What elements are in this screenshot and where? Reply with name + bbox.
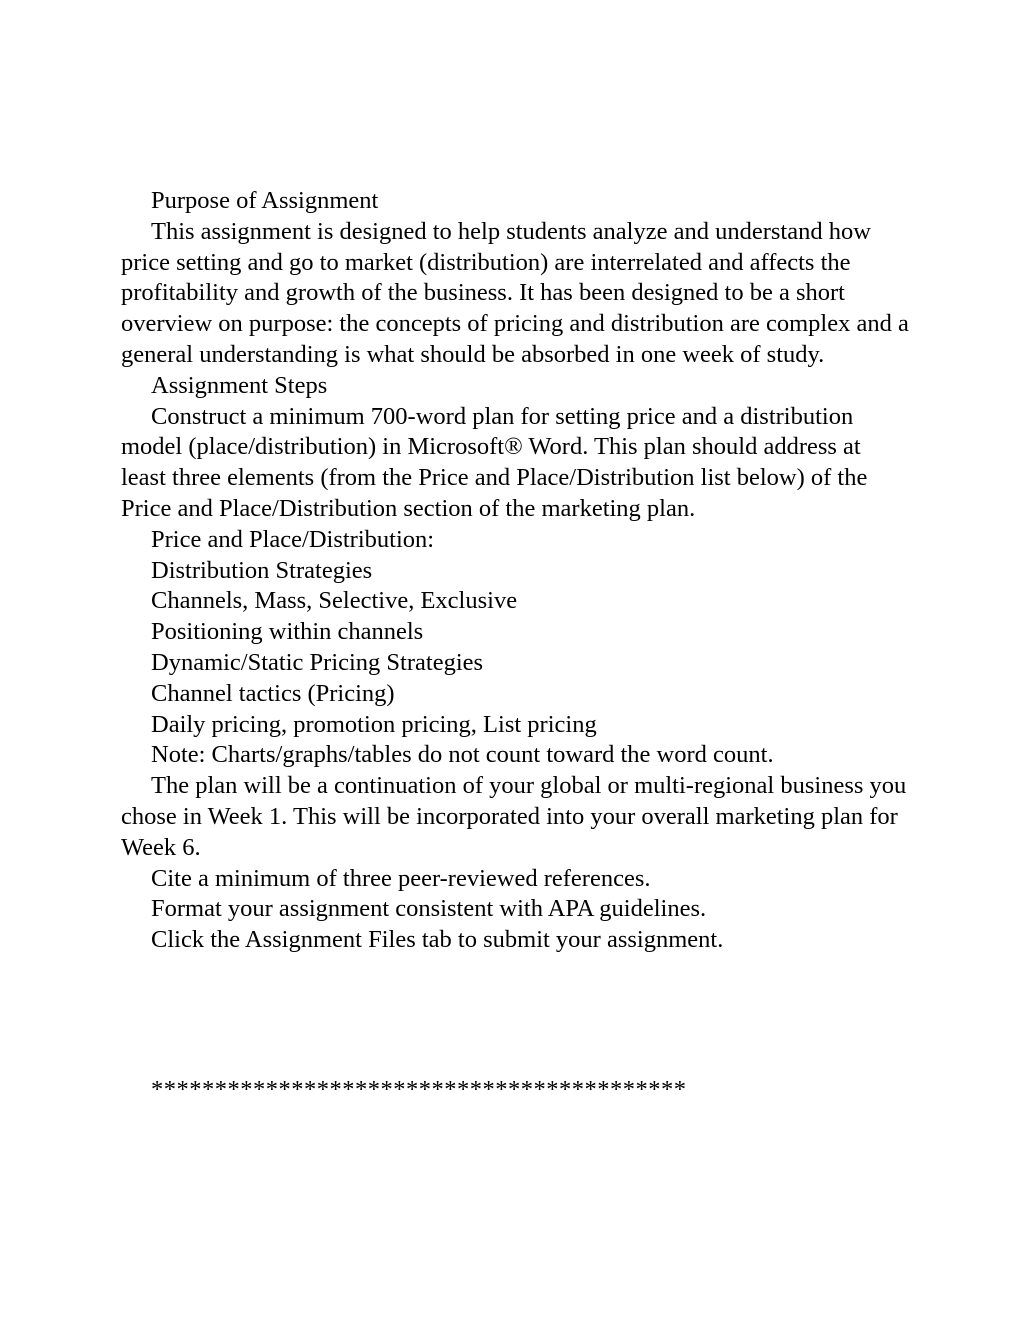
list-item: Dynamic/Static Pricing Strategies	[151, 648, 484, 676]
format-paragraph: Format your assignment consistent with APA guidelines.	[151, 895, 707, 923]
list-item: Distribution Strategies	[151, 556, 373, 584]
list-item: Channel tactics (Pricing)	[151, 679, 395, 707]
purpose-paragraph: This assignment is designed to help students analyze and understand how price setting and go to market (distribution) are interrelated and affects the profitability and growth of the business. It has been designed to be a short overview on purpose: the concepts of pricing and distribution are complex and a general understanding is what should be absorbed in one week of study.	[121, 217, 909, 368]
list-item: Channels, Mass, Selective, Exclusive	[151, 587, 518, 615]
list-item: Positioning within channels	[151, 618, 424, 646]
steps-heading: Assignment Steps	[151, 371, 328, 399]
list-heading: Price and Place/Distribution:	[151, 525, 435, 553]
list-item: Daily pricing, promotion pricing, List pricing	[151, 710, 597, 738]
continuation-paragraph: The plan will be a continuation of your global or multi-regional business you chose in Week 1. This will be incorporated into your overall marketing plan for Week 6.	[121, 772, 907, 861]
note-paragraph: Note: Charts/graphs/tables do not count toward the word count.	[151, 741, 774, 769]
document-body	[121, 186, 911, 956]
separator-line: ******************************************	[151, 1076, 687, 1103]
cite-paragraph: Cite a minimum of three peer-reviewed references.	[151, 864, 651, 892]
steps-paragraph: Construct a minimum 700-word plan for setting price and a distribution model (place/distribution) in Microsoft® Word. This plan should address at least three elements (from the Price and Place/Distribution list below) of the Price and Place/Distribution section of the marketing plan.	[121, 402, 868, 522]
purpose-heading: Purpose of Assignment	[151, 187, 379, 214]
submit-paragraph: Click the Assignment Files tab to submit your assignment.	[151, 926, 724, 954]
